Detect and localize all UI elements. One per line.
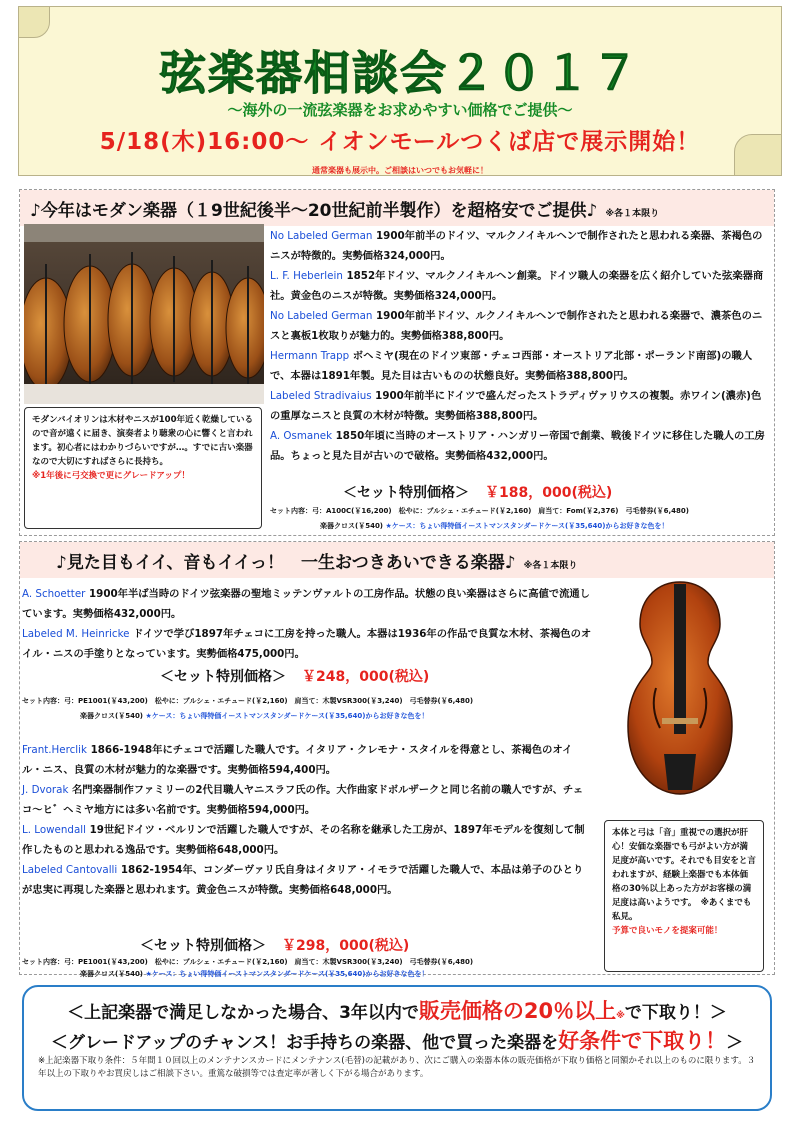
item-name: Labeled Cantovalli <box>22 864 118 876</box>
item-name: A. Osmanek <box>270 430 333 442</box>
violin-photo-icon <box>600 578 760 798</box>
set-cloth: 楽器クロス(￥540) <box>80 712 144 720</box>
header-banner <box>18 6 782 176</box>
set-price-3 <box>140 935 409 955</box>
header-note: 通常楽器も展示中。ご相談はいつでもお気軽に！ <box>312 166 488 175</box>
violins-photo <box>24 224 264 404</box>
item-desc: 19世紀ドイツ・ベルリンで活躍した職人ですが、その名称を継承した工房が、1897年モデルを復刻して制作したものと思われる逸品です。実勢価格648,000円。 <box>22 824 585 856</box>
item-name: Labeled M. Heinricke <box>22 628 130 640</box>
set-price-value: ￥188，000(税込) <box>485 485 613 501</box>
set-price-1 <box>343 482 612 502</box>
bow-advice-red: 予算で良いモノを提案可能！ <box>612 926 723 936</box>
item-name: Hermann Trapp <box>270 350 350 362</box>
section2-heading <box>56 548 577 573</box>
item-name: L. F. Heberlein <box>270 270 343 282</box>
violins-photo-icon <box>24 224 264 404</box>
item-desc: 1900年前半にドイツで盛んだったストラディヴァリウスの複製。赤ワイン(濃赤)色の重厚なニスと良質の木材が特徴。実勢価格388,800円。 <box>270 390 762 422</box>
item-name: No Labeled German <box>270 230 373 242</box>
trade-in-box <box>22 985 772 1111</box>
set-cloth: 楽器クロス(￥540) <box>320 522 384 530</box>
set-price-label: ＜セット特別価格＞ <box>343 485 469 501</box>
item-desc: 1900年前半のドイツ、マルクノイキルヘンで制作されたと思われる楽器、茶褐色のニスが特徴的。実勢価格324,000円。 <box>270 230 763 262</box>
set-contents-line2 <box>270 519 689 534</box>
item-desc: 1852年ドイツ、マルクノイキルヘン創業。ドイツ職人の楽器を広く紹介していた弦楽器商社。黄金色のニスが特徴。実勢価格324,000円。 <box>270 270 764 302</box>
set-contents-3-line2 <box>22 967 428 982</box>
section1-heading-note: ※各１本限り <box>605 209 660 219</box>
item-desc: 1866-1948年にチェコで活躍した職人です。イタリア・クレモナ・スタイルを得意とし、茶褐色のオイル・ニス、良質の木材が魅力的な楽器です。実勢価格594,400円。 <box>22 744 573 776</box>
section1-item-list <box>270 226 768 466</box>
set-contents-2 <box>22 694 473 724</box>
list-item <box>22 624 592 664</box>
set-cloth: 楽器クロス(￥540) <box>80 970 144 978</box>
scroll-curl-top <box>18 6 50 38</box>
page-title: 弦楽器相談会２０１７ <box>160 46 640 100</box>
modern-violin-note-red: ※1年後に弓交換で更にグレードアップ！ <box>32 471 190 481</box>
item-name: A. Schoetter <box>22 588 86 600</box>
list-item <box>22 780 592 820</box>
item-name: Frant.Herclik <box>22 744 87 756</box>
set-contents-line: セット内容：弓：PE1001(￥43,200) 松やに：ブルシェ・エチュード(￥2,160) 肩当て：木製VSR300(￥3,240) 弓毛替券(￥6,480) <box>22 958 474 966</box>
item-desc: 1900年前半ドイツ、ルクノイキルヘンで制作されたと思われる楽器で、濃茶色のニスと裏板1枚取りが魅力的。実勢価格388,800円。 <box>270 310 763 342</box>
trade-in-line2-b: ＞ <box>726 1033 744 1053</box>
item-desc: 1900年半ば当時のドイツ弦楽器の聖地ミッテンヴァルトの工房作品。状態の良い楽器はさらに高値で流通しています。実勢価格432,000円。 <box>22 588 590 620</box>
list-item <box>270 226 768 266</box>
section2-heading-text: ♪見た目もイイ、音もイイっ！ 一生おつきあいできる楽器♪ <box>56 553 516 573</box>
trade-in-line1-highlight: 販売価格の20％以上 <box>418 999 617 1023</box>
list-item <box>270 346 768 386</box>
section2-heading-note: ※各１本限り <box>523 561 578 571</box>
trade-in-line1-a: ＜上記楽器で満足しなかった場合、3年以内で <box>67 1003 419 1023</box>
violin-photo <box>600 578 760 798</box>
set-price-label: ＜セット特別価格＞ <box>160 669 286 685</box>
list-item <box>22 584 592 624</box>
event-date: 5/18(木)16:00～ イオンモールつくば店で展示開始！ <box>99 129 701 155</box>
trade-in-line2 <box>24 1025 770 1055</box>
bow-advice-note <box>604 820 764 972</box>
page-subtitle: ～海外の一流弦楽器をお求めやすい価格でご提供～ <box>227 101 573 119</box>
set-case: ★ケース：ちょい得特価イーストマンスタンダードケース(￥35,640)からお好きな色を！ <box>145 712 429 720</box>
trade-in-line1-mark: ※ <box>616 1011 625 1021</box>
set-contents-line2 <box>22 709 473 724</box>
section1-header <box>20 190 774 226</box>
set-case: ★ケース：ちょい得特価イーストマンスタンダードケース(￥35,640)からお好きな色を！ <box>385 522 669 530</box>
list-item <box>270 306 768 346</box>
set-case: ★ケース：ちょい得特価イーストマンスタンダードケース(￥35,640)からお好きな色を！ <box>145 970 429 978</box>
section2-item-list-a <box>22 584 592 664</box>
item-desc: 1850年頃に当時のオーストリア・ハンガリー帝国で創業、戦後ドイツに移住した職人の工房品。ちょっと見た目が古いので破格。実勢価格432,000円。 <box>270 430 765 462</box>
list-item <box>22 820 592 860</box>
item-name: J. Dvorak <box>22 784 69 796</box>
item-desc: 名門楽器制作ファミリーの2代目職人ヤニスラフ氏の作。大作曲家ドボルザークと同じ名前の職人ですが、チェコ～ヒ゛ヘミヤ地方には多い名前です。実勢価格594,000円。 <box>22 784 584 816</box>
set-price-value: ￥298，000(税込) <box>282 938 410 954</box>
set-contents-1 <box>270 504 689 534</box>
item-name: No Labeled German <box>270 310 373 322</box>
modern-violin-note-text: モダンバイオリンは木材やニスが100年近く乾燥しているので音が遠くに届き、演奏者より聴衆の心に響くと言われます。初心者にはわかりづらいですが…。すでに古い楽器なので大切にすればさらに長持ち。 <box>32 415 253 467</box>
item-desc: 1862-1954年、コンダーヴァリ氏自身はイタリア・イモラで活躍した職人で、本品は弟子のひとりが忠実に再現した楽器と思われます。黄金色ニスが特徴。実勢価格648,000円。 <box>22 864 584 896</box>
section2-header <box>20 542 774 578</box>
item-desc: ドイツで学び1897年チェコに工房を持った職人。本器は1936年の作品で良質な木材、茶褐色のオイル・ニスの手塗りとなっています。実勢価格475,000円。 <box>22 628 592 660</box>
set-contents-line: セット内容：弓：A100C(￥16,200) 松やに：ブルシェ・エチュード(￥2,160) 肩当て：Fom(￥2,376) 弓毛替券(￥6,480) <box>270 507 689 515</box>
list-item <box>22 860 592 900</box>
set-price-label: ＜セット特別価格＞ <box>140 938 266 954</box>
section2-item-list-b <box>22 740 592 900</box>
set-price-value: ￥248，000(税込) <box>302 669 430 685</box>
bow-advice-text: 本体と弓は「音」重視での選択が肝心！安価な楽器でも弓がよい方が満足度が高いです。それでも目安をと言われますが、経験上楽器でも本体価格の30％以上あった方がお客様の満足度は高いようです。 ※あくまでも私見。 <box>612 828 756 922</box>
list-item <box>270 266 768 306</box>
section1-heading <box>30 196 659 221</box>
item-name: L. Lowendall <box>22 824 86 836</box>
list-item <box>22 740 592 780</box>
set-contents-line: セット内容：弓：PE1001(￥43,200) 松やに：ブルシェ・エチュード(￥2,160) 肩当て：木製VSR300(￥3,240) 弓毛替券(￥6,480) <box>22 697 474 705</box>
modern-violin-note <box>24 407 262 529</box>
trade-in-line2-highlight: 好条件で下取り！ <box>558 1029 727 1053</box>
item-desc: ボヘミヤ(現在のドイツ東部・チェコ西部・オーストリア北部・ポーランド南部)の職人で、本器は1891年製。見た目は古いものの状態良好。実勢価格388,800円。 <box>270 350 753 382</box>
trade-in-line1-b: で下取り！＞ <box>624 1003 727 1023</box>
set-price-2 <box>160 666 429 686</box>
list-item <box>270 386 768 426</box>
list-item <box>270 426 768 466</box>
trade-in-line1 <box>24 995 770 1025</box>
trade-in-conditions: ※上記楽器下取り条件：５年間１０回以上のメンテナンスカードにメンテナンス(毛替)の記載があり、次にご購入の楽器本体の販売価格が下取り価格と同額かそれ以上のものに限ります。３年以上の下取りやお買戻しはご相談下さい。重篤な破損等では査定率が著しく下がる場合があります。 <box>38 1056 756 1079</box>
trade-in-line2-a: ＜グレードアップのチャンス！お手持ちの楽器、他で買った楽器を <box>50 1033 559 1053</box>
item-name: Labeled Stradivaius <box>270 390 372 402</box>
section1-heading-text: ♪今年はモダン楽器（１9世紀後半～20世紀前半製作）を超格安でご提供♪ <box>30 201 598 221</box>
